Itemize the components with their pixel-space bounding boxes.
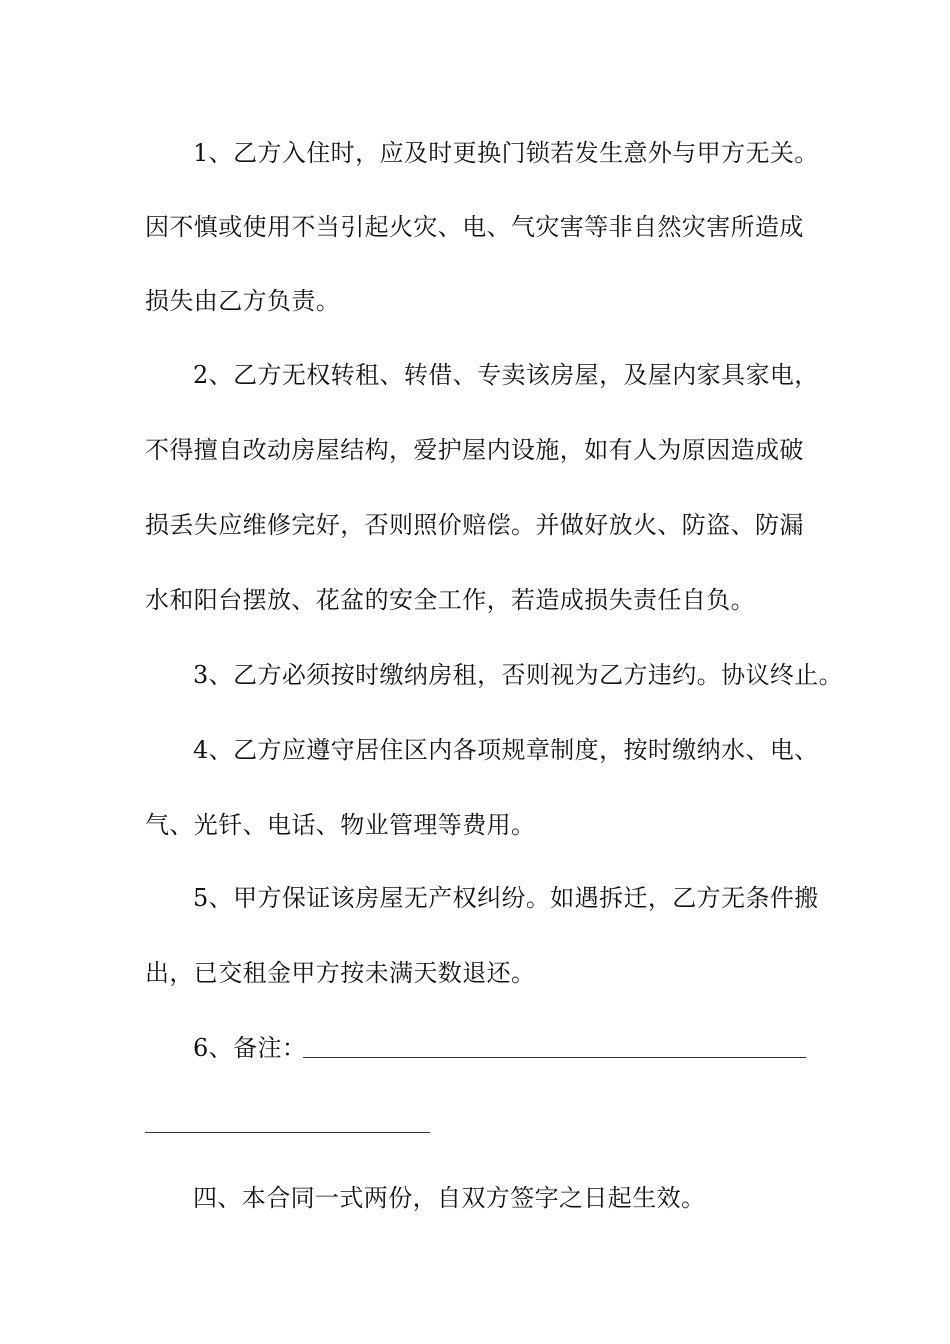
clause-2-line-1: 2、乙方无权转租、转借、专卖该房屋，及屋内家具家电，	[193, 361, 819, 389]
clause-2-line-2: 不得擅自改动房屋结构，爱护屋内设施，如有人为原因造成破	[145, 436, 804, 464]
section-4-effective-clause: 四、本合同一式两份，自双方签字之日起生效。	[193, 1184, 706, 1212]
clause-2-line-4: 水和阳台摆放、花盆的安全工作，若造成损失责任自负。	[145, 586, 755, 614]
clause-4-line-2: 气、光钎、电话、物业管理等费用。	[145, 811, 536, 839]
clause-3-line-1: 3、乙方必须按时缴纳房租，否则视为乙方违约。协议终止。	[193, 661, 844, 689]
clause-1-line-3: 损失由乙方负责。	[145, 287, 341, 315]
clause-1-line-1: 1、乙方入住时，应及时更换门锁若发生意外与甲方无关。	[193, 139, 819, 167]
remarks-blank-line-1	[303, 1057, 806, 1058]
remarks-blank-line-2	[145, 1132, 430, 1133]
clause-6-remarks-label: 6、备注：	[193, 1034, 307, 1062]
clause-4-line-1: 4、乙方应遵守居住区内各项规章制度，按时缴纳水、电、	[193, 736, 819, 764]
clause-2-line-3: 损丢失应维修完好，否则照价赔偿。并做好放火、防盗、防漏	[145, 511, 804, 539]
clause-5-line-2: 出，已交租金甲方按未满天数退还。	[145, 959, 536, 987]
clause-5-line-1: 5、甲方保证该房屋无产权纠纷。如遇拆迁，乙方无条件搬	[193, 884, 819, 912]
clause-1-line-2: 因不慎或使用不当引起火灾、电、气灾害等非自然灾害所造成	[145, 213, 804, 241]
